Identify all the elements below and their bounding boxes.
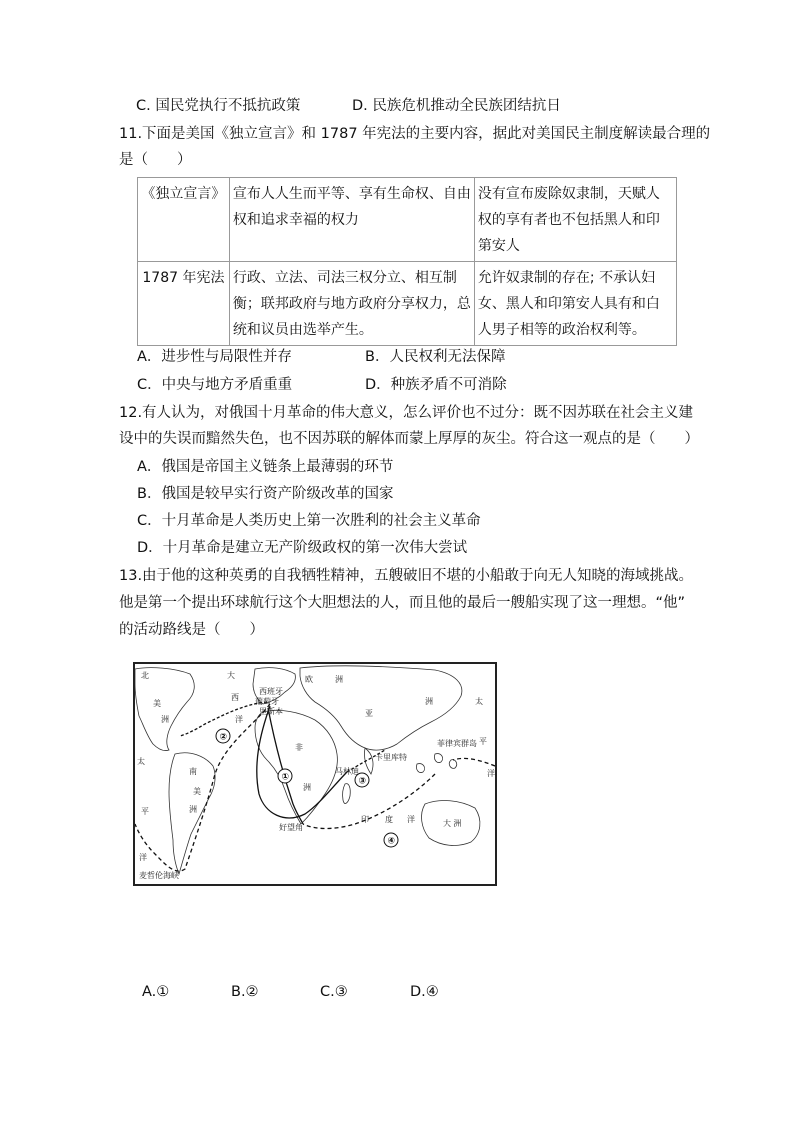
- q12-option-d[interactable]: D．十月革命是建立无产阶级政权的第一次伟大尝试: [137, 540, 468, 556]
- map-label: 欧: [305, 675, 313, 684]
- island-outline: [416, 764, 424, 773]
- map-label: 洲: [425, 697, 433, 706]
- q11-option-a[interactable]: A．进步性与局限性并存: [137, 349, 292, 365]
- route-dias: [268, 708, 303, 824]
- map-label: 亚: [365, 709, 373, 718]
- map-label: 好望角: [279, 823, 303, 832]
- q10-option-d[interactable]: D. 民族危机推动全民族团结抗日: [352, 98, 561, 114]
- map-label: 洲: [335, 675, 343, 684]
- q11-option-b[interactable]: B．人民权利无法保障: [365, 349, 506, 365]
- q12-option-b[interactable]: B．俄国是较早实行资产阶级改革的国家: [137, 486, 394, 502]
- q12-stem-line1: 12.有人认为，对俄国十月革命的伟大意义，怎么评价也不过分：既不因苏联在社会主义建: [119, 405, 694, 421]
- map-label: 菲律宾群岛: [437, 739, 477, 748]
- route-magellan: [135, 704, 270, 871]
- q12-option-c[interactable]: C．十月革命是人类历史上第一次胜利的社会主义革命: [137, 513, 481, 529]
- map-label: 太: [475, 697, 483, 706]
- q13-option-a[interactable]: A.①: [142, 984, 170, 1000]
- q13-option-c[interactable]: C.③: [320, 984, 348, 1000]
- table-cell: 《独立宣言》: [138, 178, 230, 262]
- table-cell: 宣布人人生而平等、享有生命权、自由权和追求幸福的权力: [229, 178, 474, 262]
- route-marker-label: ④: [387, 836, 396, 847]
- island-outline: [449, 760, 456, 769]
- table-row: [138, 262, 677, 346]
- q11-stem-line2: 是（ ）: [119, 152, 192, 168]
- q11-option-d[interactable]: D．种族矛盾不可消除: [365, 377, 507, 393]
- map-label: 太: [137, 757, 145, 766]
- map-label: 美: [153, 699, 161, 708]
- table-row: [138, 178, 677, 262]
- map-label: 西班牙: [259, 687, 283, 696]
- map-label: 洲: [161, 715, 169, 724]
- map-label: 度: [385, 815, 393, 824]
- map-label: 北: [141, 671, 149, 680]
- africa-outline: [255, 710, 337, 824]
- map-label: 葡萄牙: [255, 697, 279, 706]
- table-cell: 1787 年宪法: [138, 262, 230, 346]
- q11-stem-line1: 11.下面是美国《独立宣言》和 1787 年宪法的主要内容，据此对美国民主制度解读最合理的: [119, 126, 711, 142]
- map-label: 洋: [235, 715, 243, 724]
- map-label: 麦哲伦海峡: [139, 871, 179, 880]
- map-label: 洲: [303, 783, 311, 792]
- map-label: 大 洲: [443, 819, 462, 828]
- map-label: 洲: [189, 805, 197, 814]
- north-america-outline: [135, 668, 194, 751]
- map-label: 马林迪: [335, 767, 359, 776]
- q12-stem-line2: 设中的失误而黯然失色，也不因苏联的解体而蒙上厚厚的灰尘。符合这一观点的是（ ）: [119, 431, 699, 447]
- q13-option-b[interactable]: B.②: [231, 984, 259, 1000]
- map-label: 洋: [407, 815, 415, 824]
- q13-option-d[interactable]: D.④: [410, 984, 439, 1000]
- q13-stem-line1: 13.由于他的这种英勇的自我牺牲精神，五艘破旧不堪的小船敢于向无人知晓的海域挑战。: [119, 568, 694, 584]
- q13-stem-line2: 他是第一个提出环球航行这个大胆想法的人，而且他的最后一艘船实现了这一理想。“他”: [119, 595, 686, 611]
- q13-stem-line3: 的活动路线是（ ）: [119, 622, 264, 638]
- voyage-route-map: [133, 662, 497, 886]
- island-outline: [434, 754, 442, 763]
- table-cell: 没有宣布废除奴隶制，天赋人权的享有者也不包括黑人和印第安人: [474, 178, 676, 262]
- map-svg: [135, 664, 495, 884]
- map-label: 洋: [139, 853, 147, 862]
- asia-outline: [300, 666, 462, 750]
- map-label: 里斯本: [259, 707, 283, 716]
- map-label: 南: [189, 767, 197, 776]
- map-label: 大: [227, 671, 235, 680]
- q10-option-c[interactable]: C. 国民党执行不抵抗政策: [136, 98, 301, 114]
- q12-option-a[interactable]: A．俄国是帝国主义链条上最薄弱的环节: [137, 459, 394, 475]
- map-label: 平: [141, 807, 149, 816]
- madagascar-outline: [343, 784, 351, 804]
- map-label: 卡里库特: [375, 753, 407, 762]
- map-label: 洋: [487, 769, 495, 778]
- route-magellan-pacific: [453, 758, 495, 766]
- table-cell: 允许奴隶制的存在; 不承认妇女、黑人和印第安人具有和白人男子相等的政治权利等。: [474, 262, 676, 346]
- route-marker-label: ②: [219, 732, 228, 743]
- q11-option-c[interactable]: C．中央与地方矛盾重重: [137, 377, 293, 393]
- table-cell: 行政、立法、司法三权分立、相互制衡；联邦政府与地方政府分享权力，总统和议员由选举产生。: [229, 262, 474, 346]
- map-label: 西: [231, 693, 239, 702]
- route-marker-label: ①: [281, 772, 290, 783]
- map-label: 平: [479, 737, 487, 746]
- map-label: 印: [361, 815, 369, 824]
- route-gama: [257, 706, 347, 818]
- map-label: 非: [295, 743, 303, 752]
- map-label: 美: [193, 787, 201, 796]
- q11-table: [137, 177, 677, 346]
- route-marker-label: ③: [358, 776, 367, 787]
